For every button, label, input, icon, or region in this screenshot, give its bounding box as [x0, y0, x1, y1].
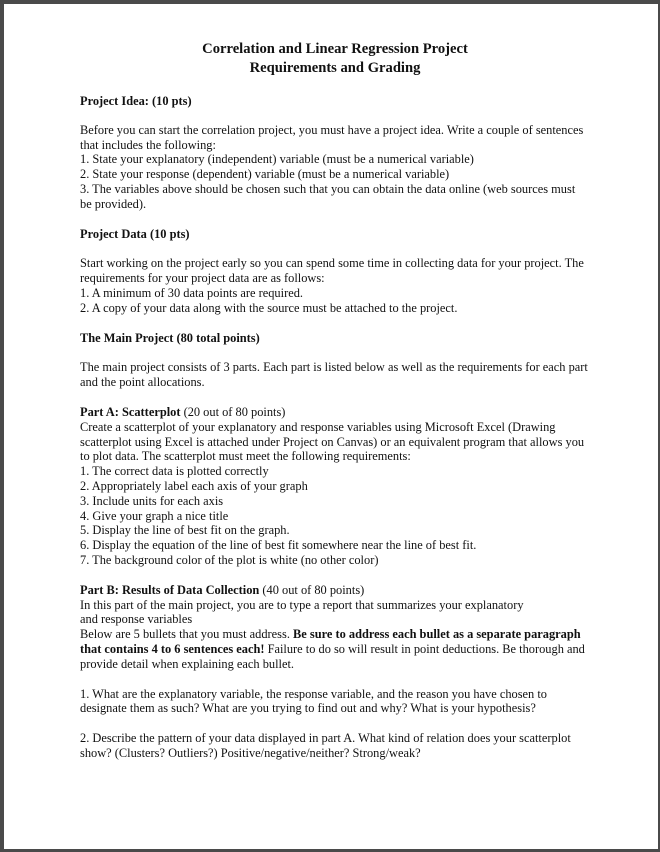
part-b-bullet: 2. Describe the pattern of your data displayed in part A. What kind of relation does your scatterplot show? (Clusters? Outliers?) Positive/negative/neither? Strong/weak?: [80, 731, 571, 760]
project-data-item: 1. A minimum of 30 data points are required.: [80, 285, 303, 300]
part-a-requirement: 4. Give your graph a nice title: [80, 508, 229, 523]
part-b-instructions-tail: Failure to do so will result in point deductions. Be thorough and provide detail when explaining each bullet.: [80, 641, 585, 671]
main-project-intro: The main project consists of 3 parts. Each part is listed below as well as the requirements for each part and the point allocations.: [80, 360, 588, 390]
part-a-requirement: 3. Include units for each axis: [80, 493, 224, 508]
part-a-requirement: 5. Display the line of best fit on the graph.: [80, 523, 290, 538]
part-b-intro-line: and response variables: [80, 612, 193, 627]
part-a-heading: Part A: Scatterplot: [80, 404, 181, 419]
part-b-title-line: [80, 583, 590, 598]
document-title-block: [80, 40, 590, 78]
part-a-requirement: 2. Appropriately label each axis of your graph: [80, 478, 308, 493]
part-b-heading: Part B: Results of Data Collection: [80, 582, 260, 597]
part-a-title-line: [80, 405, 590, 420]
section-project-idea: [80, 94, 590, 212]
part-a-intro: Create a scatterplot of your explanatory and response variables using Microsoft Excel (Drawing scatterplot using Excel is attached under Project on Canvas) or an equivalent program that allows you to plot data. The scatterplot must meet the following requirements:: [80, 419, 585, 464]
section-project-data: [80, 227, 590, 316]
part-b-intro-line: In this part of the main project, you are to type a report that summarizes your explanatory: [80, 597, 524, 612]
document-subtitle: Requirements and Grading: [249, 60, 421, 76]
section-part-a: [80, 405, 590, 568]
project-idea-item: 2. State your response (dependent) variable (must be a numerical variable): [80, 167, 450, 182]
section-main-project: [80, 331, 590, 390]
project-data-item: 2. A copy of your data along with the source must be attached to the project.: [80, 300, 458, 315]
part-a-requirement: 6. Display the equation of the line of best fit somewhere near the line of best fit.: [80, 538, 477, 553]
project-idea-intro: Before you can start the correlation project, you must have a project idea. Write a couple of sentences that includes the following:: [80, 122, 584, 152]
part-a-requirement: 1. The correct data is plotted correctly: [80, 464, 269, 479]
part-b-instructions-lead: Below are 5 bullets that you must address.: [80, 627, 294, 642]
project-data-heading: Project Data (10 pts): [80, 226, 190, 241]
part-b-points: (40 out of 80 points): [259, 582, 365, 597]
part-a-requirement: 7. The background color of the plot is white (no other color): [80, 552, 379, 567]
document-body: [80, 40, 590, 761]
project-data-intro: Start working on the project early so you can spend some time in collecting data for your project. The requirements for your project data are as follows:: [80, 256, 584, 286]
document-title: Correlation and Linear Regression Project: [202, 41, 468, 57]
project-idea-item: 3. The variables above should be chosen such that you can obtain the data online (web sources must be provided).: [80, 181, 576, 211]
part-a-points: (20 out of 80 points): [180, 404, 286, 419]
part-b-bullet: 1. What are the explanatory variable, the response variable, and the reason you have chosen to designate them as such? What are you trying to find out and why? What is your hypothesis?: [80, 686, 547, 716]
part-b-instructions: [80, 627, 590, 671]
main-project-heading: The Main Project (80 total points): [80, 330, 260, 345]
project-idea-heading: Project Idea: (10 pts): [80, 94, 192, 108]
section-part-b: [80, 583, 590, 761]
project-idea-item: 1. State your explanatory (independent) variable (must be a numerical variable): [80, 152, 474, 167]
part-b-instructions-emphasis: Be sure to address each bullet as a separate paragraph that contains 4 to 6 sentences each!: [80, 627, 581, 656]
